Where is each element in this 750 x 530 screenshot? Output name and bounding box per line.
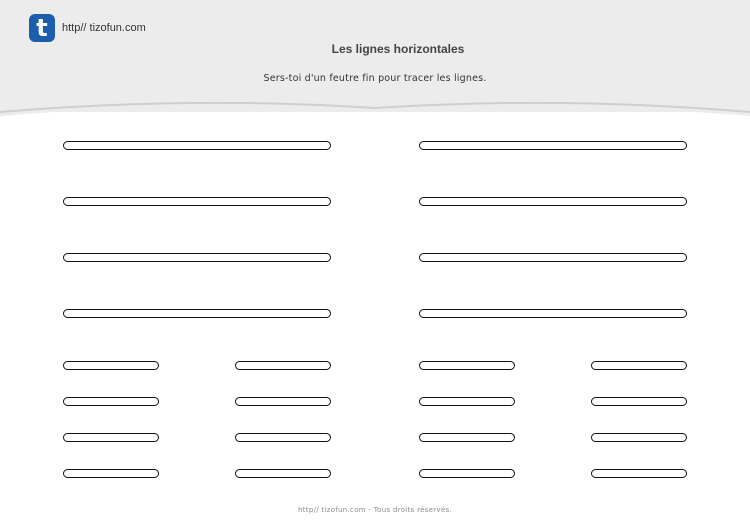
site-url[interactable]: http// tizofun.com xyxy=(62,22,146,34)
long-tracing-line xyxy=(63,141,331,150)
short-tracing-line xyxy=(235,433,331,442)
short-tracing-line xyxy=(591,433,687,442)
long-tracing-line xyxy=(419,141,687,150)
short-tracing-line xyxy=(591,469,687,478)
short-tracing-line xyxy=(63,469,159,478)
instruction-text: Sers-toi d'un feutre fin pour tracer les lignes. xyxy=(263,73,487,84)
long-tracing-line xyxy=(63,253,331,262)
long-tracing-line xyxy=(419,309,687,318)
short-tracing-line xyxy=(63,361,159,370)
long-tracing-line xyxy=(419,197,687,206)
long-tracing-line xyxy=(419,253,687,262)
logo-icon[interactable]: t xyxy=(29,14,55,42)
footer-copyright: http// tizofun.com - Tous droits réservés. xyxy=(298,506,452,514)
short-tracing-line xyxy=(235,397,331,406)
short-tracing-line xyxy=(235,361,331,370)
short-tracing-line xyxy=(591,361,687,370)
long-tracing-line xyxy=(63,197,331,206)
short-tracing-line xyxy=(63,433,159,442)
short-tracing-line xyxy=(591,397,687,406)
short-tracing-line xyxy=(235,469,331,478)
long-tracing-line xyxy=(63,309,331,318)
short-tracing-line xyxy=(419,361,515,370)
page-title: Les lignes horizontales xyxy=(331,42,465,56)
short-tracing-line xyxy=(63,397,159,406)
short-tracing-line xyxy=(419,433,515,442)
short-tracing-line xyxy=(419,397,515,406)
short-tracing-line xyxy=(419,469,515,478)
